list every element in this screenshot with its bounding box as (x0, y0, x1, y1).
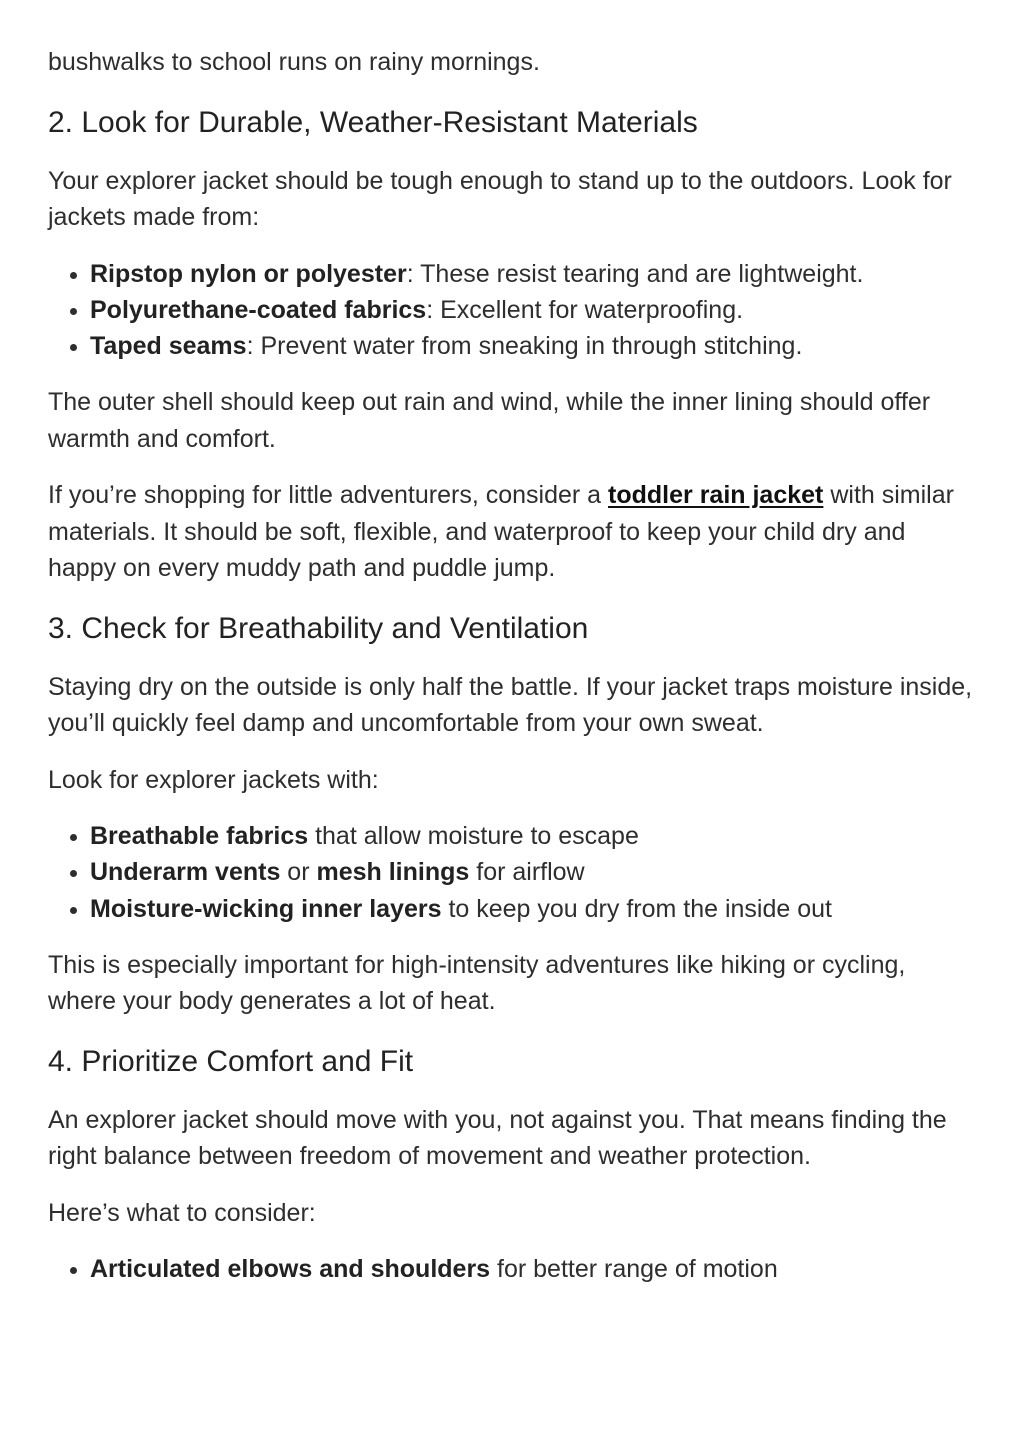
list-item-bold: Breathable fabrics (90, 822, 309, 851)
section-3-heading: 3. Check for Breathability and Ventilation (48, 611, 589, 645)
list-item-text: : These resist tearing and are lightweight. (406, 259, 864, 288)
list-item-text: : Excellent for waterproofing. (426, 295, 744, 324)
list-item-bold: Moisture-wicking inner layers (90, 894, 442, 923)
section-4-paragraph-2: Here’s what to consider: (48, 1198, 316, 1227)
list-item (90, 292, 978, 328)
list-item-text: that allow moisture to escape (308, 822, 639, 851)
ventilation-list (48, 818, 978, 927)
list-item-bold: Underarm vents (90, 858, 281, 887)
intro-tail-paragraph: bushwalks to school runs on rainy mornings. (48, 48, 540, 76)
toddler-rain-jacket-link[interactable]: toddler rain jacket (608, 481, 824, 510)
list-item-bold: mesh linings (316, 858, 470, 887)
list-item (90, 1251, 978, 1287)
section-3-paragraph-1: Staying dry on the outside is only half the battle. If your jacket traps moisture inside, you’ll quickly feel damp and uncomfortable from your own sweat. (48, 672, 973, 738)
section-3-paragraph-3: This is especially important for high-intensity adventures like hiking or cycling, where your body generates a lot of heat. (48, 950, 906, 1016)
list-item (90, 256, 978, 292)
list-item-text: to keep you dry from the inside out (441, 894, 832, 923)
list-item-text: for better range of motion (490, 1255, 778, 1284)
section-3-paragraph-2: Look for explorer jackets with: (48, 765, 379, 794)
section-4-paragraph-1: An explorer jacket should move with you, not against you. That means finding the right balance between freedom of movement and weather protection. (48, 1105, 947, 1171)
list-item-bold: Taped seams (90, 331, 247, 360)
list-item-text: for airflow (469, 858, 585, 887)
list-item (90, 328, 978, 364)
list-item (90, 854, 978, 890)
section-4-heading: 4. Prioritize Comfort and Fit (48, 1044, 414, 1078)
list-item-text: or (280, 858, 317, 887)
fit-list (48, 1251, 978, 1287)
list-item (90, 891, 978, 927)
section-2-paragraph-2: The outer shell should keep out rain and wind, while the inner lining should offer warmth and comfort. (48, 388, 931, 453)
paragraph-text: If you’re shopping for little adventurers, consider a (48, 481, 609, 510)
article-body (48, 44, 978, 1287)
list-item-bold: Ripstop nylon or polyester (90, 259, 407, 288)
list-item-bold: Polyurethane-coated fabrics (90, 295, 427, 324)
section-2-paragraph-1: Your explorer jacket should be tough enough to stand up to the outdoors. Look for jackets made from: (48, 166, 952, 231)
list-item-bold: Articulated elbows and shoulders (90, 1255, 491, 1284)
materials-list (48, 256, 978, 365)
paragraph-text: with similar materials. It should be soft, flexible, and waterproof to keep your child dry and happy on every muddy path and puddle jump. (48, 481, 954, 583)
section-2-paragraph-3 (48, 477, 978, 587)
section-2-heading: 2. Look for Durable, Weather-Resistant Materials (48, 105, 698, 139)
list-item (90, 818, 978, 854)
list-item-text: : Prevent water from sneaking in through stitching. (246, 331, 803, 360)
